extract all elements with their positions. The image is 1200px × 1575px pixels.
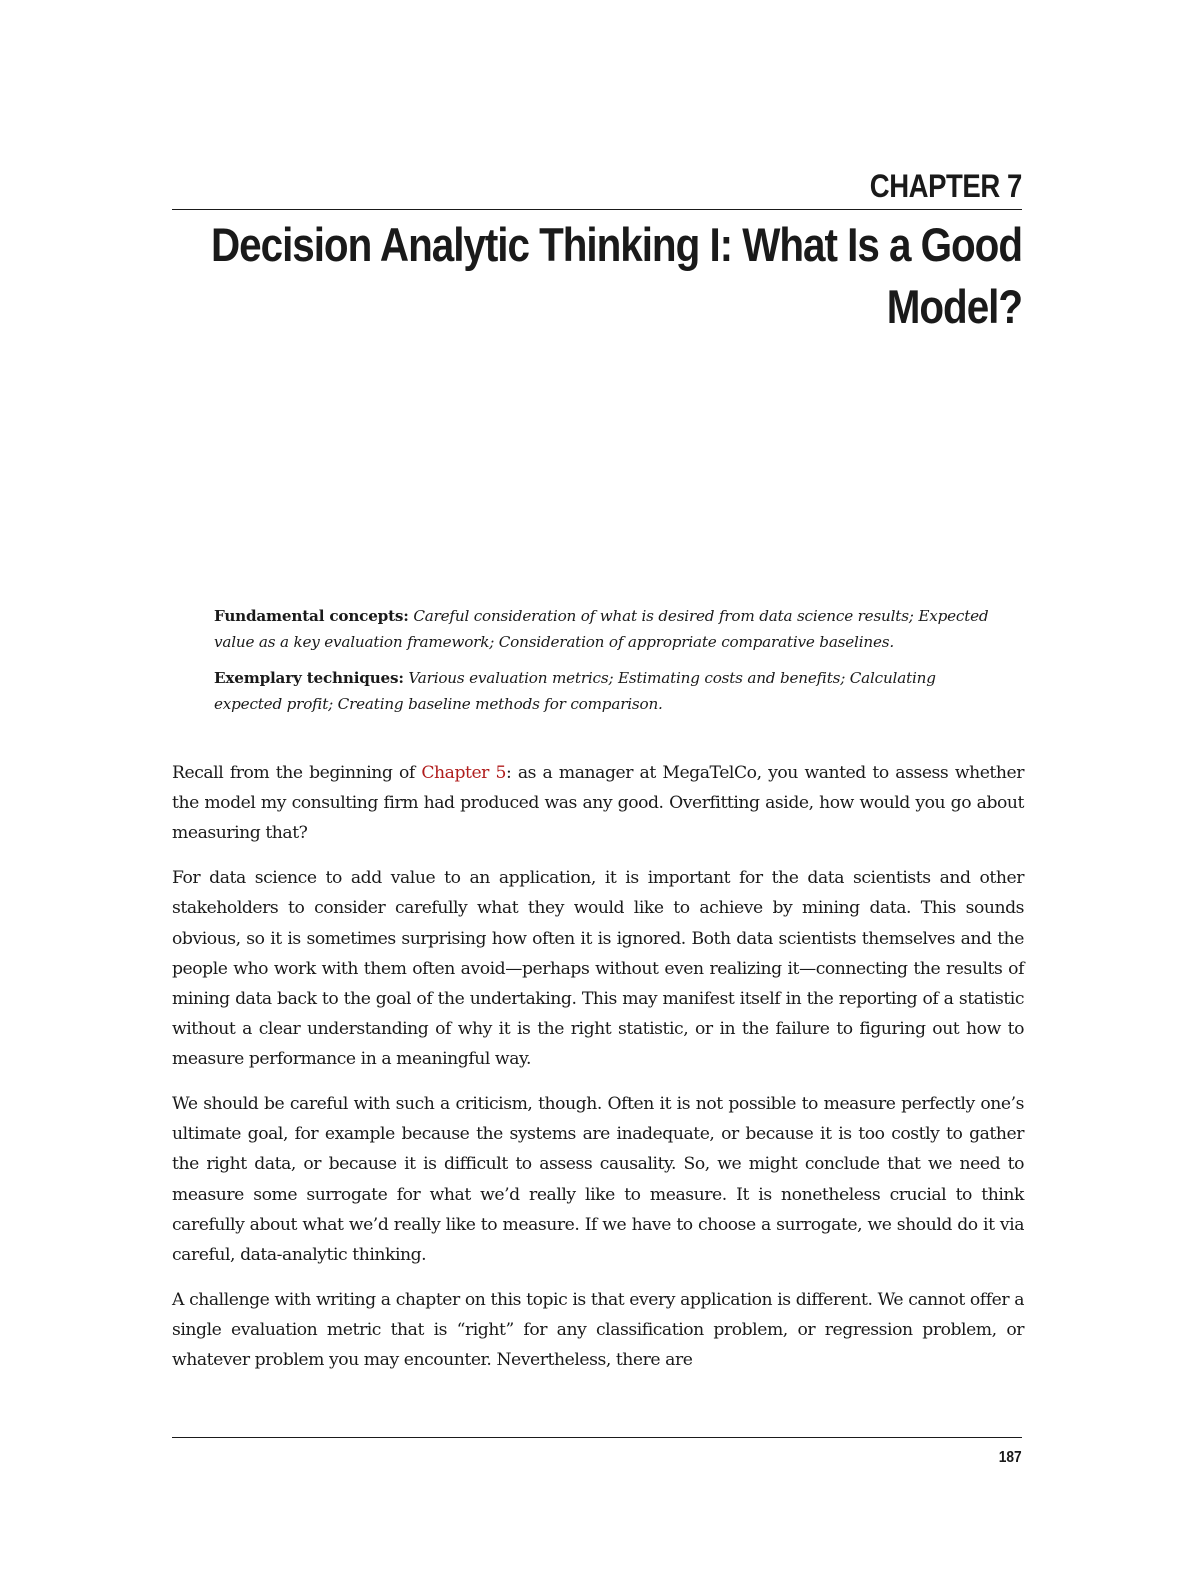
chapter-concepts-box (214, 603, 994, 727)
chapter-title (162, 214, 1022, 338)
body-text (172, 758, 1024, 1390)
exemplary-techniques-text: Various evaluation metrics; Estimating costs and benefits; Calculating expected profit; Creating baseline methods for comparison. (214, 669, 936, 713)
paragraph-3: We should be careful with such a criticism, though. Often it is not possible to measure perfectly one’s ultimate goal, for example because the systems are inadequate, or because it is too costly to gather the right data, or because it is difficult to assess causality. So, we might conclude that we need to measure some surrogate for what we’d really like to measure. It is nonetheless crucial to think carefully about what we’d really like to measure. If we have to choose a surrogate, we should do it via careful, data-analytic thinking. (172, 1094, 1024, 1266)
paragraph-4: A challenge with writing a chapter on this topic is that every application is different. We cannot offer a single evaluation metric that is “right” for any classification problem, or regression problem, or whatever problem you may encounter. Nevertheless, there are (172, 1289, 1024, 1371)
fundamental-concepts-label: Fundamental concepts: (214, 607, 409, 625)
chapter-title-line-1: Decision Analytic Thinking I: What Is a Good (211, 218, 1022, 271)
chapter-rule (172, 209, 1022, 210)
footer-rule (172, 1437, 1022, 1438)
paragraph-2: For data science to add value to an application, it is important for the data scientists and other stakeholders to consider carefully what they would like to achieve by mining data. This sounds obvious, so it is sometimes surprising how often it is ignored. Both data scientists themselves and the people who work with them often avoid—perhaps without even realizing it—connecting the results of mining data back to the goal of the undertaking. This may manifest itself in the reporting of a statistic without a clear understanding of why it is the right statistic, or in the failure to figuring out how to measure performance in a meaningful way. (172, 868, 1024, 1070)
exemplary-techniques-label: Exemplary techniques: (214, 669, 404, 687)
paragraph-1-end: : as a manager at MegaTelCo, you wanted to assess whether the model my consulting firm had produced was any good. Overfitting aside, how would you go about measuring that? (172, 763, 1024, 844)
paragraph-1 (172, 758, 1024, 849)
exemplary-techniques (214, 665, 994, 717)
fundamental-concepts (214, 603, 994, 655)
fundamental-concepts-text: Careful consideration of what is desired from data science results; Expected value as a key evaluation framework; Consideration of appropriate comparative baselines. (214, 607, 989, 651)
chapter-title-line-2: Model? (886, 280, 1022, 333)
chapter-5-link[interactable]: Chapter 5 (421, 763, 506, 783)
paragraph-1-start: Recall from the beginning of (172, 763, 422, 783)
page-number: 187 (999, 1449, 1022, 1466)
chapter-label: CHAPTER 7 (869, 168, 1022, 204)
